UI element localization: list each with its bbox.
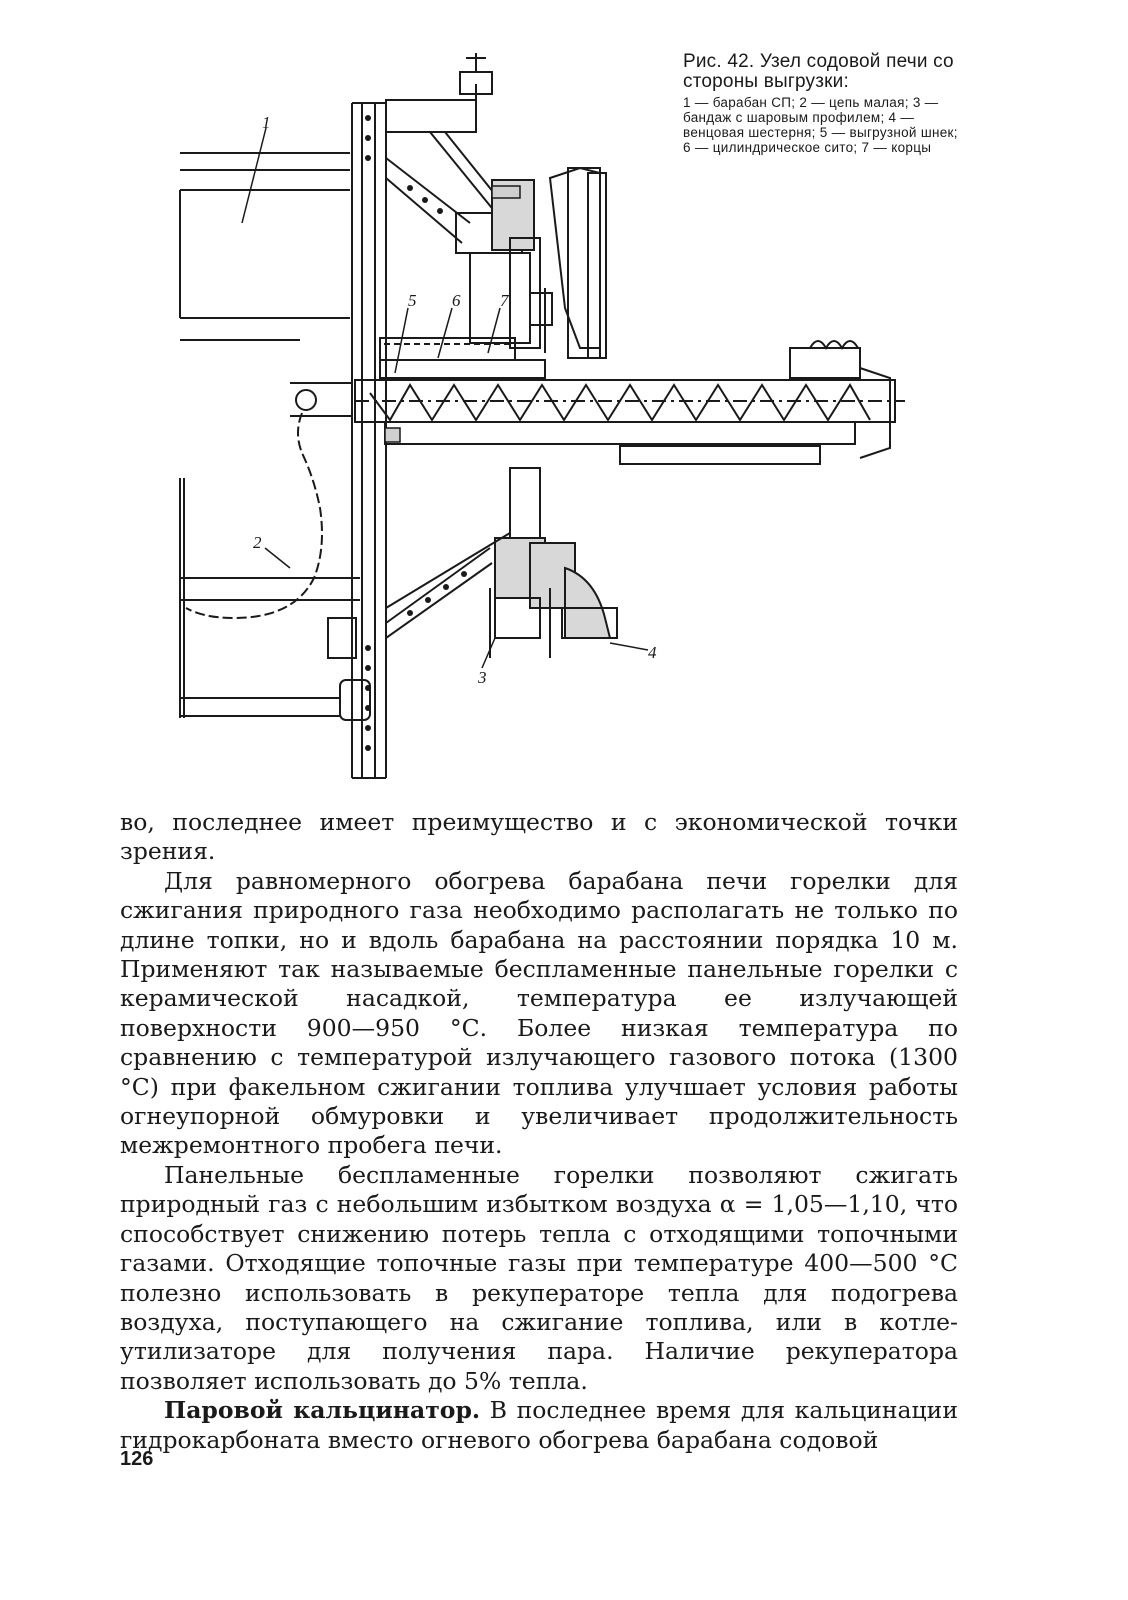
callout-5: 5 bbox=[408, 291, 417, 310]
callout-2: 2 bbox=[253, 533, 262, 552]
paragraph-4-text: В последнее время для кальцинации гидрокарбоната вместо огневого обогрева барабана содовой bbox=[120, 1396, 958, 1454]
paragraph-3: Панельные беспламенные горелки позволяют сжигать природный газ с небольшим избытком воздуха α = 1,05—1,10, что способствует снижению потерь тепла с отходящими топочными газами. Отходящие топочные газы при температуре 400—500 °С полезно использовать в рекуператоре тепла для подогрева воздуха, поступающего на сжигание топлива, или в котле-утилизаторе для получения пара. Наличие рекуператора позволяет использовать до 5% тепла. bbox=[120, 1160, 958, 1395]
body-text bbox=[120, 808, 958, 1455]
paragraph-4 bbox=[120, 1396, 958, 1455]
callout-7: 7 bbox=[500, 291, 509, 310]
figure-caption-title: Рис. 42. Узел содовой печи со стороны выгрузки: bbox=[683, 51, 954, 92]
technical-drawing bbox=[170, 48, 930, 788]
figure-caption-legend: 1 — барабан СП; 2 — цепь малая; 3 — бандаж с шаровым профилем; 4 — венцовая шестерня; 5 — выгрузной шнек; 6 — цилиндрическое сито; 7 — корцы bbox=[683, 95, 958, 155]
paragraph-1: во, последнее имеет преимущество и с экономической точки зрения. bbox=[120, 808, 958, 866]
callout-6: 6 bbox=[452, 291, 461, 310]
page-number: 126 bbox=[120, 1448, 154, 1470]
section-heading: Паровой кальцинатор. bbox=[164, 1396, 481, 1425]
callout-4: 4 bbox=[648, 643, 657, 662]
callout-3: 3 bbox=[478, 668, 487, 687]
furnace-unit-drawing bbox=[170, 48, 930, 788]
callout-1: 1 bbox=[262, 113, 271, 132]
figure-caption bbox=[683, 52, 963, 155]
paragraph-2: Для равномерного обогрева барабана печи горелки для сжигания природного газа необходимо располагать не только по длине топки, но и вдоль барабана на расстоянии порядка 10 м. Применяют так называемые беспламенные панельные горелки с керамической насадкой, температура ее излучающей поверхности 900—950 °С. Более низкая температура по сравнению с температурой излучающего газового потока (1300 °С) при факельном сжигании топлива улучшает условия работы огнеупорной обмуровки и увеличивает продолжительность межремонтного пробега печи. bbox=[120, 866, 958, 1160]
